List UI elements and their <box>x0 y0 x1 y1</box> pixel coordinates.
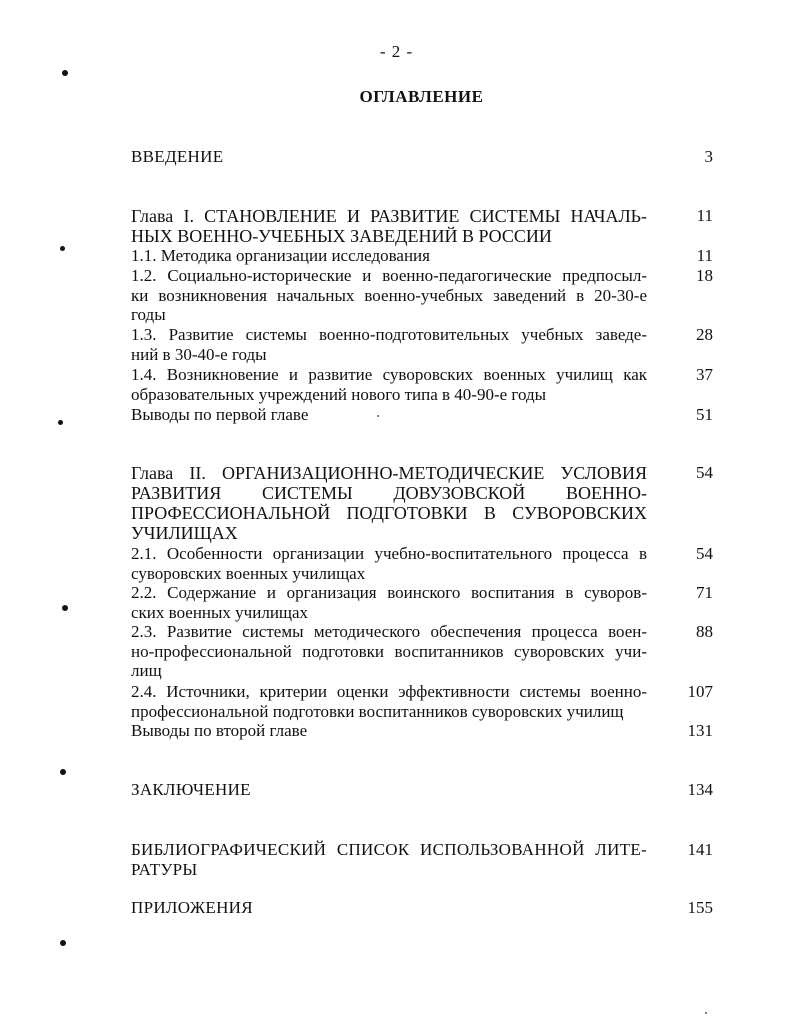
scan-speck <box>377 415 379 417</box>
toc-page-ref: 54 <box>696 463 713 482</box>
toc-chapter-heading <box>131 463 647 543</box>
toc-page-ref: 131 <box>687 721 713 740</box>
toc-page-ref: 18 <box>696 266 713 285</box>
toc-line: 2.2. Содержание и организация воинского воспитания в суворов- <box>131 583 647 602</box>
toc-line: профессиональной подготовки воспитанников суворовских училищ <box>131 701 624 721</box>
toc-section <box>131 266 647 325</box>
toc-line: ских военных училищах <box>131 602 309 622</box>
toc-line: годы <box>131 305 166 324</box>
toc-line: 1.1. Методика организации исследования <box>131 246 430 265</box>
toc-entry-conclusion <box>131 780 647 800</box>
toc-line: ПРОФЕССИОНАЛЬНОЙ ПОДГОТОВКИ В СУВОРОВСКИХ <box>131 503 647 523</box>
scan-speck <box>705 1012 707 1014</box>
toc-entry-bibliography <box>131 840 647 879</box>
toc-page-ref: 3 <box>704 147 713 166</box>
toc-line: суворовских военных училищах <box>131 563 366 583</box>
toc-section <box>131 622 647 681</box>
toc-line: Выводы по второй главе <box>131 721 308 740</box>
toc-line: образовательных учреждений нового типа в 40-90-е годы <box>131 384 547 404</box>
toc-page-ref: 11 <box>696 206 713 225</box>
toc-line: Выводы по первой главе <box>131 405 309 424</box>
binding-hole-mark <box>60 246 65 251</box>
binding-hole-mark <box>60 940 66 946</box>
toc-line: 1.3. Развитие системы военно-подготовительных учебных заведе- <box>131 325 647 344</box>
toc-line: 1.4. Возникновение и развитие суворовских военных училищ как <box>131 365 647 384</box>
toc-chapter-heading <box>131 206 647 246</box>
toc-line: ки возникновения начальных военно-учебных заведений в 20-30-е <box>131 285 647 305</box>
toc-title: ОГЛАВЛЕНИЕ <box>359 87 484 106</box>
binding-hole-mark <box>60 769 66 775</box>
toc-section <box>131 325 647 364</box>
toc-entry-label: ПРИЛОЖЕНИЯ <box>131 898 253 917</box>
toc-section <box>131 544 647 583</box>
toc-section <box>131 721 647 741</box>
toc-entry-label: ЗАКЛЮЧЕНИЕ <box>131 780 251 799</box>
toc-line: РАЗВИТИЯ СИСТЕМЫ ДОВУЗОВСКОЙ ВОЕННО- <box>131 483 647 503</box>
toc-section <box>131 246 647 266</box>
toc-page-ref: 134 <box>687 780 713 799</box>
toc-page-ref: 54 <box>696 544 713 563</box>
toc-section <box>131 682 647 721</box>
toc-section <box>131 405 647 425</box>
toc-line: 2.3. Развитие системы методического обеспечения процесса воен- <box>131 622 647 641</box>
toc-line: Глава II. ОРГАНИЗАЦИОННО-МЕТОДИЧЕСКИЕ УСЛОВИЯ <box>131 463 647 483</box>
toc-line: 2.1. Особенности организации учебно-воспитательного процесса в <box>131 544 647 563</box>
binding-hole-mark <box>58 420 63 425</box>
binding-hole-mark <box>62 70 68 76</box>
toc-section <box>131 365 647 404</box>
toc-page-ref: 107 <box>687 682 713 701</box>
toc-line: Глава I. СТАНОВЛЕНИЕ И РАЗВИТИЕ СИСТЕМЫ НАЧАЛЬ- <box>131 206 647 226</box>
toc-entry-intro <box>131 147 647 167</box>
binding-hole-mark <box>62 605 68 611</box>
toc-line: УЧИЛИЩАХ <box>131 523 238 543</box>
toc-page-ref: 155 <box>687 898 713 917</box>
toc-entry-label: ВВЕДЕНИЕ <box>131 147 224 166</box>
toc-page-ref: 88 <box>696 622 713 641</box>
toc-page-ref: 11 <box>696 246 713 265</box>
toc-page-ref: 71 <box>696 583 713 602</box>
toc-entry-appendices <box>131 898 647 918</box>
page-number: - 2 - <box>379 42 414 61</box>
toc-line: 1.2. Социально-исторические и военно-педагогические предпосыл- <box>131 266 647 285</box>
toc-line: НЫХ ВОЕННО-УЧЕБНЫХ ЗАВЕДЕНИЙ В РОССИИ <box>131 226 552 246</box>
toc-page-ref: 37 <box>696 365 713 384</box>
toc-line: БИБЛИОГРАФИЧЕСКИЙ СПИСОК ИСПОЛЬЗОВАННОЙ ЛИТЕ- <box>131 840 647 859</box>
toc-line: 2.4. Источники, критерии оценки эффективности системы военно- <box>131 682 647 701</box>
toc-page-ref: 141 <box>687 840 713 859</box>
toc-line: РАТУРЫ <box>131 859 198 879</box>
toc-page-ref: 28 <box>696 325 713 344</box>
toc-line: но-профессиональной подготовки воспитанников суворовских учи- <box>131 641 647 661</box>
toc-section <box>131 583 647 622</box>
toc-line: лищ <box>131 661 162 680</box>
toc-line: ний в 30-40-е годы <box>131 344 267 364</box>
toc-page-ref: 51 <box>696 405 713 424</box>
